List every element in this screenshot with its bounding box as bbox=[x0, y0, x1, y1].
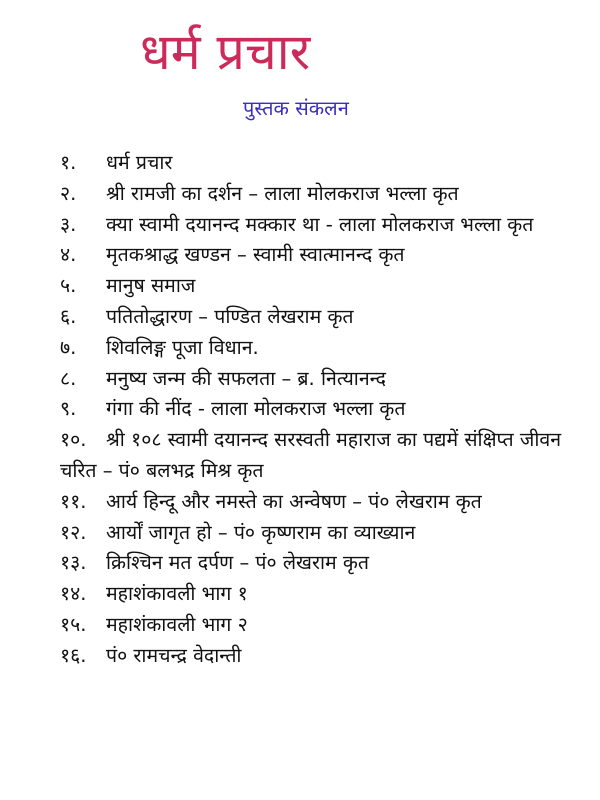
list-item bbox=[60, 333, 580, 364]
list-item bbox=[60, 394, 580, 425]
list-item bbox=[60, 210, 580, 241]
item-text: आर्य हिन्दू और नमस्ते का अन्वेषण – पं० लेखराम कृत bbox=[106, 489, 482, 513]
list-item bbox=[60, 641, 580, 672]
item-text: मानुष समाज bbox=[106, 274, 196, 298]
list-item bbox=[60, 425, 580, 487]
list-item bbox=[60, 548, 580, 579]
item-number: ८. bbox=[60, 366, 77, 390]
item-number: ४. bbox=[60, 243, 77, 267]
item-text: आर्यों जागृत हो – पं० कृष्णराम का व्याख्यान bbox=[106, 520, 416, 544]
item-number: ३. bbox=[60, 212, 77, 236]
item-text: मनुष्य जन्म की सफलता – ब्र. नित्यानन्द bbox=[106, 366, 387, 390]
item-text: मृतकश्राद्ध खण्डन – स्वामी स्वात्मानन्द कृत bbox=[106, 243, 405, 267]
item-text: पं० रामचन्द्र वेदान्ती bbox=[106, 643, 242, 667]
item-number: १. bbox=[60, 151, 77, 174]
item-text: धर्म प्रचार bbox=[106, 151, 173, 174]
item-text: श्री रामजी का दर्शन – लाला मोलकराज भल्ला कृत bbox=[106, 181, 459, 205]
item-text: क्या स्वामी दयानन्द मक्कार था - लाला मोलकराज भल्ला कृत bbox=[106, 212, 534, 236]
list-item bbox=[60, 364, 580, 395]
item-number: १२. bbox=[60, 520, 87, 544]
item-text: शिवलिङ्ग पूजा विधान. bbox=[106, 335, 259, 359]
item-number: १५. bbox=[60, 612, 87, 636]
item-text: क्रिश्चिन मत दर्पण – पं० लेखराम कृत bbox=[106, 551, 369, 575]
list-item bbox=[60, 179, 580, 210]
item-text: गंगा की नींद - लाला मोलकराज भल्ला कृत bbox=[106, 397, 406, 421]
page-title: धर्म प्रचार bbox=[140, 23, 311, 81]
item-number: ७. bbox=[60, 335, 77, 359]
list-item bbox=[60, 579, 580, 610]
item-text: महाशंकावली भाग २ bbox=[106, 612, 248, 636]
item-number: ९. bbox=[60, 397, 77, 421]
list-item bbox=[60, 487, 580, 518]
item-text: श्री १०८ स्वामी दयानन्द सरस्वती महाराज का पद्यमें संक्षिप्त जीवन चरित – पं० बलभद्र मिश्र कृत bbox=[60, 428, 562, 482]
item-number: ११. bbox=[60, 489, 87, 513]
book-list bbox=[60, 148, 580, 672]
list-item bbox=[60, 610, 580, 641]
list-item bbox=[60, 148, 580, 179]
list-item bbox=[60, 302, 580, 333]
item-number: १०. bbox=[60, 428, 87, 452]
item-number: २. bbox=[60, 181, 77, 205]
item-text: पतितोद्धारण – पण्डित लेखराम कृत bbox=[106, 304, 354, 328]
item-number: ५. bbox=[60, 274, 77, 298]
page-subtitle: पुस्तक संकलन bbox=[243, 96, 349, 120]
item-number: १३. bbox=[60, 551, 87, 575]
list-item bbox=[60, 271, 580, 302]
list-item bbox=[60, 240, 580, 271]
list-item bbox=[60, 518, 580, 549]
item-number: ६. bbox=[60, 304, 77, 328]
item-text: महाशंकावली भाग १ bbox=[106, 582, 248, 606]
item-number: १४. bbox=[60, 582, 87, 606]
item-number: १६. bbox=[60, 643, 87, 667]
